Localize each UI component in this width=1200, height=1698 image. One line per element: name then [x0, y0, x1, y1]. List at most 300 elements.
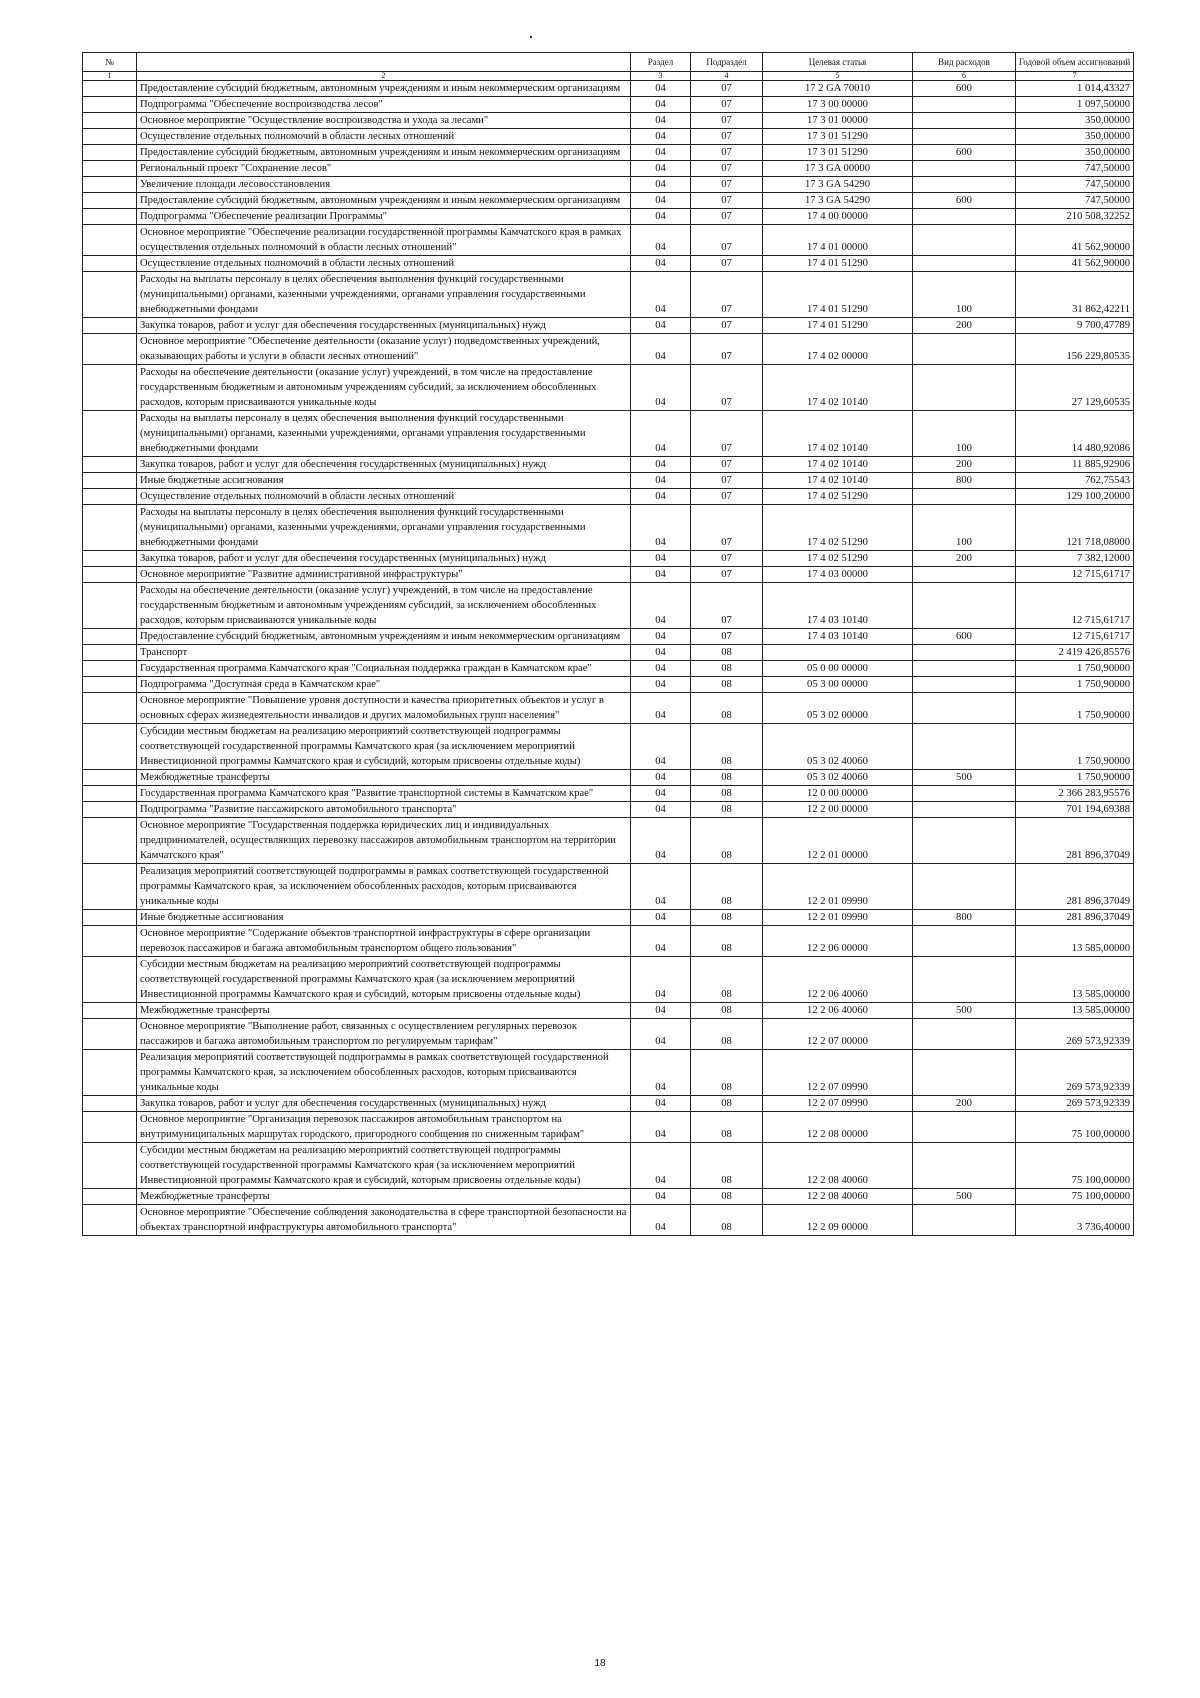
row-razdel-cell: 04: [631, 770, 691, 786]
row-name-cell: Межбюджетные трансферты: [137, 770, 631, 786]
table-row: [83, 724, 1134, 770]
row-name-cell: Основное мероприятие "Государственная поддержка юридических лиц и индивидуальных предпринимателей, осуществляющих перевозку пассажиров автомобильным транспортом на территории Камчатского края": [137, 818, 631, 864]
header-podrazdel: Подраздел: [691, 53, 763, 72]
table-row: [83, 1003, 1134, 1019]
row-amount-cell: 7 382,12000: [1016, 551, 1134, 567]
row-number-cell: [83, 225, 137, 256]
row-razdel-cell: 04: [631, 457, 691, 473]
row-amount-cell: 1 750,90000: [1016, 770, 1134, 786]
row-podrazdel-cell: 08: [691, 926, 763, 957]
row-expense-type-cell: [913, 1050, 1016, 1096]
row-target-article-cell: 12 0 00 00000: [763, 786, 913, 802]
row-podrazdel-cell: 08: [691, 645, 763, 661]
row-podrazdel-cell: 08: [691, 1143, 763, 1189]
header-target-article: Целевая статья: [763, 53, 913, 72]
row-expense-type-cell: [913, 161, 1016, 177]
row-target-article-cell: 05 3 02 00000: [763, 693, 913, 724]
row-amount-cell: 747,50000: [1016, 161, 1134, 177]
row-razdel-cell: 04: [631, 177, 691, 193]
row-target-article-cell: 17 4 00 00000: [763, 209, 913, 225]
row-amount-cell: 1 750,90000: [1016, 693, 1134, 724]
row-amount-cell: 1 097,50000: [1016, 97, 1134, 113]
row-amount-cell: 747,50000: [1016, 193, 1134, 209]
row-number-cell: [83, 1189, 137, 1205]
row-number-cell: [83, 1096, 137, 1112]
row-target-article-cell: 17 4 02 00000: [763, 334, 913, 365]
row-expense-type-cell: [913, 129, 1016, 145]
row-amount-cell: 281 896,37049: [1016, 910, 1134, 926]
row-amount-cell: 129 100,20000: [1016, 489, 1134, 505]
row-amount-cell: 2 419 426,85576: [1016, 645, 1134, 661]
row-number-cell: [83, 489, 137, 505]
row-target-article-cell: 12 2 01 09990: [763, 910, 913, 926]
row-target-article-cell: 17 3 GA 54290: [763, 193, 913, 209]
row-podrazdel-cell: 07: [691, 505, 763, 551]
row-name-cell: Увеличение площади лесовосстановления: [137, 177, 631, 193]
row-target-article-cell: 17 4 02 10140: [763, 411, 913, 457]
row-amount-cell: 269 573,92339: [1016, 1019, 1134, 1050]
table-body: [83, 81, 1134, 1236]
row-name-cell: Закупка товаров, работ и услуг для обеспечения государственных (муниципальных) нужд: [137, 1096, 631, 1112]
row-razdel-cell: 04: [631, 1096, 691, 1112]
row-razdel-cell: 04: [631, 910, 691, 926]
row-number-cell: [83, 193, 137, 209]
table-row: [83, 1205, 1134, 1236]
row-expense-type-cell: 600: [913, 145, 1016, 161]
row-name-cell: Основное мероприятие "Содержание объектов транспортной инфраструктуры в сфере организации перевозок пассажиров и багажа автомобильным транспортом общего пользования": [137, 926, 631, 957]
table-row: [83, 1112, 1134, 1143]
table-row: [83, 1050, 1134, 1096]
scan-dot: [530, 36, 532, 38]
row-name-cell: Субсидии местным бюджетам на реализацию мероприятий соответствующей подпрограммы соответствующей государственной программы Камчатского края (за исключением мероприятий Инвестиционной программы Камчатского края и субсидий, которым присвоены отдельные коды): [137, 724, 631, 770]
row-podrazdel-cell: 07: [691, 551, 763, 567]
row-name-cell: Межбюджетные трансферты: [137, 1003, 631, 1019]
row-podrazdel-cell: 08: [691, 957, 763, 1003]
table-row: [83, 365, 1134, 411]
row-target-article-cell: 17 3 01 00000: [763, 113, 913, 129]
row-razdel-cell: 04: [631, 161, 691, 177]
column-index: 1: [83, 72, 137, 81]
row-expense-type-cell: [913, 786, 1016, 802]
row-target-article-cell: [763, 645, 913, 661]
row-razdel-cell: 04: [631, 802, 691, 818]
row-expense-type-cell: [913, 1143, 1016, 1189]
row-name-cell: Реализация мероприятий соответствующей подпрограммы в рамках соответствующей государственной программы Камчатского края, за исключением обособленных расходов, которым присваиваются уникальные коды: [137, 1050, 631, 1096]
row-razdel-cell: 04: [631, 818, 691, 864]
row-podrazdel-cell: 08: [691, 693, 763, 724]
row-expense-type-cell: 200: [913, 1096, 1016, 1112]
row-number-cell: [83, 786, 137, 802]
row-razdel-cell: 04: [631, 1189, 691, 1205]
row-name-cell: Предоставление субсидий бюджетным, автономным учреждениям и иным некоммерческим организациям: [137, 145, 631, 161]
row-target-article-cell: 17 3 GA 00000: [763, 161, 913, 177]
column-index-row: [83, 72, 1134, 81]
row-razdel-cell: 04: [631, 567, 691, 583]
row-razdel-cell: 04: [631, 1050, 691, 1096]
row-razdel-cell: 04: [631, 473, 691, 489]
row-target-article-cell: 05 0 00 00000: [763, 661, 913, 677]
row-amount-cell: 156 229,80535: [1016, 334, 1134, 365]
row-number-cell: [83, 645, 137, 661]
row-razdel-cell: 04: [631, 1205, 691, 1236]
row-razdel-cell: 04: [631, 256, 691, 272]
row-name-cell: Подпрограмма "Обеспечение реализации Программы": [137, 209, 631, 225]
row-target-article-cell: 12 2 08 00000: [763, 1112, 913, 1143]
row-podrazdel-cell: 07: [691, 629, 763, 645]
row-number-cell: [83, 473, 137, 489]
row-target-article-cell: 17 4 03 10140: [763, 583, 913, 629]
column-index: 2: [137, 72, 631, 81]
row-expense-type-cell: 600: [913, 81, 1016, 97]
row-target-article-cell: 17 3 00 00000: [763, 97, 913, 113]
column-index: 7: [1016, 72, 1134, 81]
row-target-article-cell: 12 2 07 09990: [763, 1050, 913, 1096]
row-amount-cell: 281 896,37049: [1016, 864, 1134, 910]
row-name-cell: Основное мероприятие "Выполнение работ, связанных с осуществлением регулярных перевозок пассажиров и багажа автомобильным транспортом по регулируемым тарифам": [137, 1019, 631, 1050]
row-name-cell: Иные бюджетные ассигнования: [137, 473, 631, 489]
row-expense-type-cell: [913, 583, 1016, 629]
row-razdel-cell: 04: [631, 724, 691, 770]
row-amount-cell: 9 700,47789: [1016, 318, 1134, 334]
column-index: 3: [631, 72, 691, 81]
row-podrazdel-cell: 08: [691, 661, 763, 677]
row-razdel-cell: 04: [631, 145, 691, 161]
row-expense-type-cell: 100: [913, 505, 1016, 551]
row-target-article-cell: 12 2 08 40060: [763, 1143, 913, 1189]
row-name-cell: Расходы на выплаты персоналу в целях обеспечения выполнения функций государственными (муниципальными) органами, казенными учреждениями, органами управления государственными внебюджетными фондами: [137, 411, 631, 457]
table-row: [83, 583, 1134, 629]
header-expense-type: Вид расходов: [913, 53, 1016, 72]
row-razdel-cell: 04: [631, 365, 691, 411]
table-row: [83, 802, 1134, 818]
table-row: [83, 629, 1134, 645]
table-row: [83, 81, 1134, 97]
table-row: [83, 209, 1134, 225]
row-target-article-cell: 17 4 02 10140: [763, 473, 913, 489]
row-target-article-cell: 17 4 02 51290: [763, 551, 913, 567]
row-podrazdel-cell: 08: [691, 1189, 763, 1205]
row-target-article-cell: 12 2 09 00000: [763, 1205, 913, 1236]
row-number-cell: [83, 256, 137, 272]
row-name-cell: Расходы на обеспечение деятельности (оказание услуг) учреждений, в том числе на предоставление государственным бюджетным и автономным учреждениям субсидий, за исключением обособленных расходов, которым присваиваются уникальные коды: [137, 583, 631, 629]
row-expense-type-cell: [913, 693, 1016, 724]
row-number-cell: [83, 1003, 137, 1019]
row-expense-type-cell: [913, 645, 1016, 661]
row-number-cell: [83, 910, 137, 926]
row-expense-type-cell: [913, 1205, 1016, 1236]
table-row: [83, 97, 1134, 113]
row-name-cell: Транспорт: [137, 645, 631, 661]
row-razdel-cell: 04: [631, 97, 691, 113]
row-expense-type-cell: 800: [913, 910, 1016, 926]
row-target-article-cell: 17 3 01 51290: [763, 129, 913, 145]
row-razdel-cell: 04: [631, 1003, 691, 1019]
row-razdel-cell: 04: [631, 334, 691, 365]
row-amount-cell: 12 715,61717: [1016, 567, 1134, 583]
row-number-cell: [83, 567, 137, 583]
row-podrazdel-cell: 07: [691, 129, 763, 145]
row-razdel-cell: 04: [631, 489, 691, 505]
row-amount-cell: 14 480,92086: [1016, 411, 1134, 457]
row-target-article-cell: 17 4 02 51290: [763, 489, 913, 505]
row-expense-type-cell: [913, 724, 1016, 770]
row-podrazdel-cell: 08: [691, 1096, 763, 1112]
row-name-cell: Закупка товаров, работ и услуг для обеспечения государственных (муниципальных) нужд: [137, 551, 631, 567]
row-target-article-cell: 05 3 02 40060: [763, 724, 913, 770]
row-name-cell: Государственная программа Камчатского края "Развитие транспортной системы в Камчатском крае": [137, 786, 631, 802]
row-amount-cell: 281 896,37049: [1016, 818, 1134, 864]
table-row: [83, 818, 1134, 864]
row-razdel-cell: 04: [631, 1019, 691, 1050]
row-target-article-cell: 17 3 01 51290: [763, 145, 913, 161]
row-razdel-cell: 04: [631, 411, 691, 457]
row-number-cell: [83, 629, 137, 645]
table-header-row: [83, 53, 1134, 72]
row-podrazdel-cell: 08: [691, 818, 763, 864]
row-expense-type-cell: [913, 334, 1016, 365]
table-row: [83, 661, 1134, 677]
row-name-cell: Предоставление субсидий бюджетным, автономным учреждениям и иным некоммерческим организациям: [137, 629, 631, 645]
row-expense-type-cell: 800: [913, 473, 1016, 489]
row-amount-cell: 31 862,42211: [1016, 272, 1134, 318]
row-target-article-cell: 17 3 GA 54290: [763, 177, 913, 193]
row-expense-type-cell: [913, 1112, 1016, 1143]
row-expense-type-cell: [913, 365, 1016, 411]
row-podrazdel-cell: 07: [691, 567, 763, 583]
row-podrazdel-cell: 08: [691, 724, 763, 770]
row-expense-type-cell: 200: [913, 318, 1016, 334]
row-razdel-cell: 04: [631, 113, 691, 129]
row-razdel-cell: 04: [631, 551, 691, 567]
column-index: 6: [913, 72, 1016, 81]
row-amount-cell: 12 715,61717: [1016, 583, 1134, 629]
table-row: [83, 225, 1134, 256]
row-amount-cell: 27 129,60535: [1016, 365, 1134, 411]
row-name-cell: Основное мероприятие "Организация перевозок пассажиров автомобильным транспортом на внутримуниципальных маршрутах городского, пригородного сообщения по сниженным тарифам": [137, 1112, 631, 1143]
table-row: [83, 864, 1134, 910]
row-amount-cell: 3 736,40000: [1016, 1205, 1134, 1236]
row-target-article-cell: 17 4 03 10140: [763, 629, 913, 645]
row-number-cell: [83, 145, 137, 161]
row-podrazdel-cell: 08: [691, 1003, 763, 1019]
row-number-cell: [83, 802, 137, 818]
row-podrazdel-cell: 08: [691, 1050, 763, 1096]
row-razdel-cell: 04: [631, 505, 691, 551]
row-razdel-cell: 04: [631, 225, 691, 256]
row-amount-cell: 13 585,00000: [1016, 957, 1134, 1003]
row-target-article-cell: 17 4 02 51290: [763, 505, 913, 551]
row-razdel-cell: 04: [631, 693, 691, 724]
row-amount-cell: 762,75543: [1016, 473, 1134, 489]
page-number: 18: [594, 1658, 606, 1669]
row-podrazdel-cell: 07: [691, 256, 763, 272]
row-number-cell: [83, 97, 137, 113]
row-target-article-cell: 17 4 02 10140: [763, 365, 913, 411]
row-target-article-cell: 12 2 06 00000: [763, 926, 913, 957]
row-name-cell: Закупка товаров, работ и услуг для обеспечения государственных (муниципальных) нужд: [137, 457, 631, 473]
row-number-cell: [83, 551, 137, 567]
row-amount-cell: 41 562,90000: [1016, 225, 1134, 256]
table-row: [83, 645, 1134, 661]
row-expense-type-cell: 100: [913, 411, 1016, 457]
row-number-cell: [83, 1050, 137, 1096]
row-number-cell: [83, 693, 137, 724]
row-amount-cell: 121 718,08000: [1016, 505, 1134, 551]
row-podrazdel-cell: 08: [691, 864, 763, 910]
row-razdel-cell: 04: [631, 786, 691, 802]
table-row: [83, 1019, 1134, 1050]
row-number-cell: [83, 926, 137, 957]
row-amount-cell: 350,00000: [1016, 129, 1134, 145]
row-podrazdel-cell: 07: [691, 81, 763, 97]
row-razdel-cell: 04: [631, 318, 691, 334]
table-row: [83, 193, 1134, 209]
row-podrazdel-cell: 08: [691, 1019, 763, 1050]
row-expense-type-cell: [913, 926, 1016, 957]
row-expense-type-cell: [913, 209, 1016, 225]
row-target-article-cell: 12 2 01 00000: [763, 818, 913, 864]
row-podrazdel-cell: 08: [691, 1205, 763, 1236]
row-number-cell: [83, 272, 137, 318]
row-number-cell: [83, 411, 137, 457]
row-podrazdel-cell: 07: [691, 489, 763, 505]
table-row: [83, 786, 1134, 802]
row-target-article-cell: 17 4 01 00000: [763, 225, 913, 256]
row-amount-cell: 13 585,00000: [1016, 1003, 1134, 1019]
row-podrazdel-cell: 07: [691, 97, 763, 113]
row-amount-cell: 210 508,32252: [1016, 209, 1134, 225]
row-name-cell: Субсидии местным бюджетам на реализацию мероприятий соответствующей подпрограммы соответствующей государственной программы Камчатского края (за исключением мероприятий Инвестиционной программы Камчатского края и субсидий, которым присвоены отдельные коды): [137, 1143, 631, 1189]
budget-allocation-table: [82, 52, 1134, 1236]
table-row: [83, 567, 1134, 583]
row-podrazdel-cell: 08: [691, 910, 763, 926]
row-amount-cell: 12 715,61717: [1016, 629, 1134, 645]
row-number-cell: [83, 505, 137, 551]
row-name-cell: Предоставление субсидий бюджетным, автономным учреждениям и иным некоммерческим организациям: [137, 81, 631, 97]
table-row: [83, 489, 1134, 505]
row-expense-type-cell: 600: [913, 193, 1016, 209]
row-number-cell: [83, 818, 137, 864]
row-amount-cell: 75 100,00000: [1016, 1189, 1134, 1205]
table-row: [83, 272, 1134, 318]
row-razdel-cell: 04: [631, 583, 691, 629]
row-razdel-cell: 04: [631, 1143, 691, 1189]
row-razdel-cell: 04: [631, 129, 691, 145]
table-row: [83, 770, 1134, 786]
row-name-cell: Иные бюджетные ассигнования: [137, 910, 631, 926]
row-target-article-cell: 12 2 00 00000: [763, 802, 913, 818]
row-expense-type-cell: [913, 677, 1016, 693]
row-podrazdel-cell: 08: [691, 1112, 763, 1143]
row-number-cell: [83, 209, 137, 225]
row-expense-type-cell: [913, 661, 1016, 677]
row-target-article-cell: 12 2 06 40060: [763, 957, 913, 1003]
row-razdel-cell: 04: [631, 864, 691, 910]
row-number-cell: [83, 81, 137, 97]
row-target-article-cell: 05 3 02 40060: [763, 770, 913, 786]
row-podrazdel-cell: 08: [691, 677, 763, 693]
row-razdel-cell: 04: [631, 272, 691, 318]
row-name-cell: Осуществление отдельных полномочий в области лесных отношений: [137, 256, 631, 272]
row-amount-cell: 11 885,92906: [1016, 457, 1134, 473]
row-expense-type-cell: [913, 225, 1016, 256]
row-name-cell: Подпрограмма "Доступная среда в Камчатском крае": [137, 677, 631, 693]
row-number-cell: [83, 1112, 137, 1143]
row-number-cell: [83, 661, 137, 677]
row-expense-type-cell: 500: [913, 770, 1016, 786]
row-expense-type-cell: 500: [913, 1003, 1016, 1019]
row-podrazdel-cell: 07: [691, 113, 763, 129]
table-row: [83, 256, 1134, 272]
table-row: [83, 910, 1134, 926]
table-row: [83, 957, 1134, 1003]
header-number: №: [83, 53, 137, 72]
row-amount-cell: 75 100,00000: [1016, 1143, 1134, 1189]
row-podrazdel-cell: 07: [691, 365, 763, 411]
row-podrazdel-cell: 08: [691, 786, 763, 802]
row-target-article-cell: 17 2 GA 70010: [763, 81, 913, 97]
row-number-cell: [83, 129, 137, 145]
row-razdel-cell: 04: [631, 81, 691, 97]
row-razdel-cell: 04: [631, 677, 691, 693]
row-number-cell: [83, 864, 137, 910]
row-name-cell: Основное мероприятие "Обеспечение соблюдения законодательства в сфере транспортной безопасности на объектах транспортной инфраструктуры автомобильного транспорта": [137, 1205, 631, 1236]
row-target-article-cell: 12 2 01 09990: [763, 864, 913, 910]
row-name-cell: Расходы на выплаты персоналу в целях обеспечения выполнения функций государственными (муниципальными) органами, казенными учреждениями, органами управления государственными внебюджетными фондами: [137, 505, 631, 551]
row-amount-cell: 350,00000: [1016, 113, 1134, 129]
row-amount-cell: 75 100,00000: [1016, 1112, 1134, 1143]
table-row: [83, 145, 1134, 161]
row-target-article-cell: 05 3 00 00000: [763, 677, 913, 693]
row-number-cell: [83, 334, 137, 365]
row-amount-cell: 269 573,92339: [1016, 1096, 1134, 1112]
row-expense-type-cell: [913, 957, 1016, 1003]
row-razdel-cell: 04: [631, 661, 691, 677]
row-name-cell: Подпрограмма "Обеспечение воспроизводства лесов": [137, 97, 631, 113]
row-podrazdel-cell: 08: [691, 770, 763, 786]
header-annual-volume: Годовой объем ассигнований: [1016, 53, 1134, 72]
row-target-article-cell: 12 2 08 40060: [763, 1189, 913, 1205]
row-number-cell: [83, 365, 137, 411]
row-expense-type-cell: [913, 489, 1016, 505]
row-name-cell: Региональный проект "Сохранение лесов": [137, 161, 631, 177]
table-row: [83, 1096, 1134, 1112]
row-name-cell: Межбюджетные трансферты: [137, 1189, 631, 1205]
row-amount-cell: 13 585,00000: [1016, 926, 1134, 957]
row-name-cell: Расходы на выплаты персоналу в целях обеспечения выполнения функций государственными (муниципальными) органами, казенными учреждениями, органами управления государственными внебюджетными фондами: [137, 272, 631, 318]
row-expense-type-cell: [913, 113, 1016, 129]
row-name-cell: Основное мероприятие "Обеспечение реализации государственной программы Камчатского края в рамках осуществления отдельных полномочий в области лесных отношений": [137, 225, 631, 256]
row-razdel-cell: 04: [631, 957, 691, 1003]
row-podrazdel-cell: 07: [691, 334, 763, 365]
table-row: [83, 177, 1134, 193]
budget-table-sheet: [82, 52, 1133, 1236]
row-number-cell: [83, 724, 137, 770]
header-name: [137, 53, 631, 72]
row-amount-cell: 1 014,43327: [1016, 81, 1134, 97]
row-number-cell: [83, 457, 137, 473]
row-podrazdel-cell: 08: [691, 802, 763, 818]
table-row: [83, 505, 1134, 551]
row-expense-type-cell: [913, 1019, 1016, 1050]
table-row: [83, 1143, 1134, 1189]
row-name-cell: Закупка товаров, работ и услуг для обеспечения государственных (муниципальных) нужд: [137, 318, 631, 334]
row-razdel-cell: 04: [631, 629, 691, 645]
row-number-cell: [83, 1019, 137, 1050]
row-razdel-cell: 04: [631, 926, 691, 957]
row-expense-type-cell: 500: [913, 1189, 1016, 1205]
row-number-cell: [83, 957, 137, 1003]
